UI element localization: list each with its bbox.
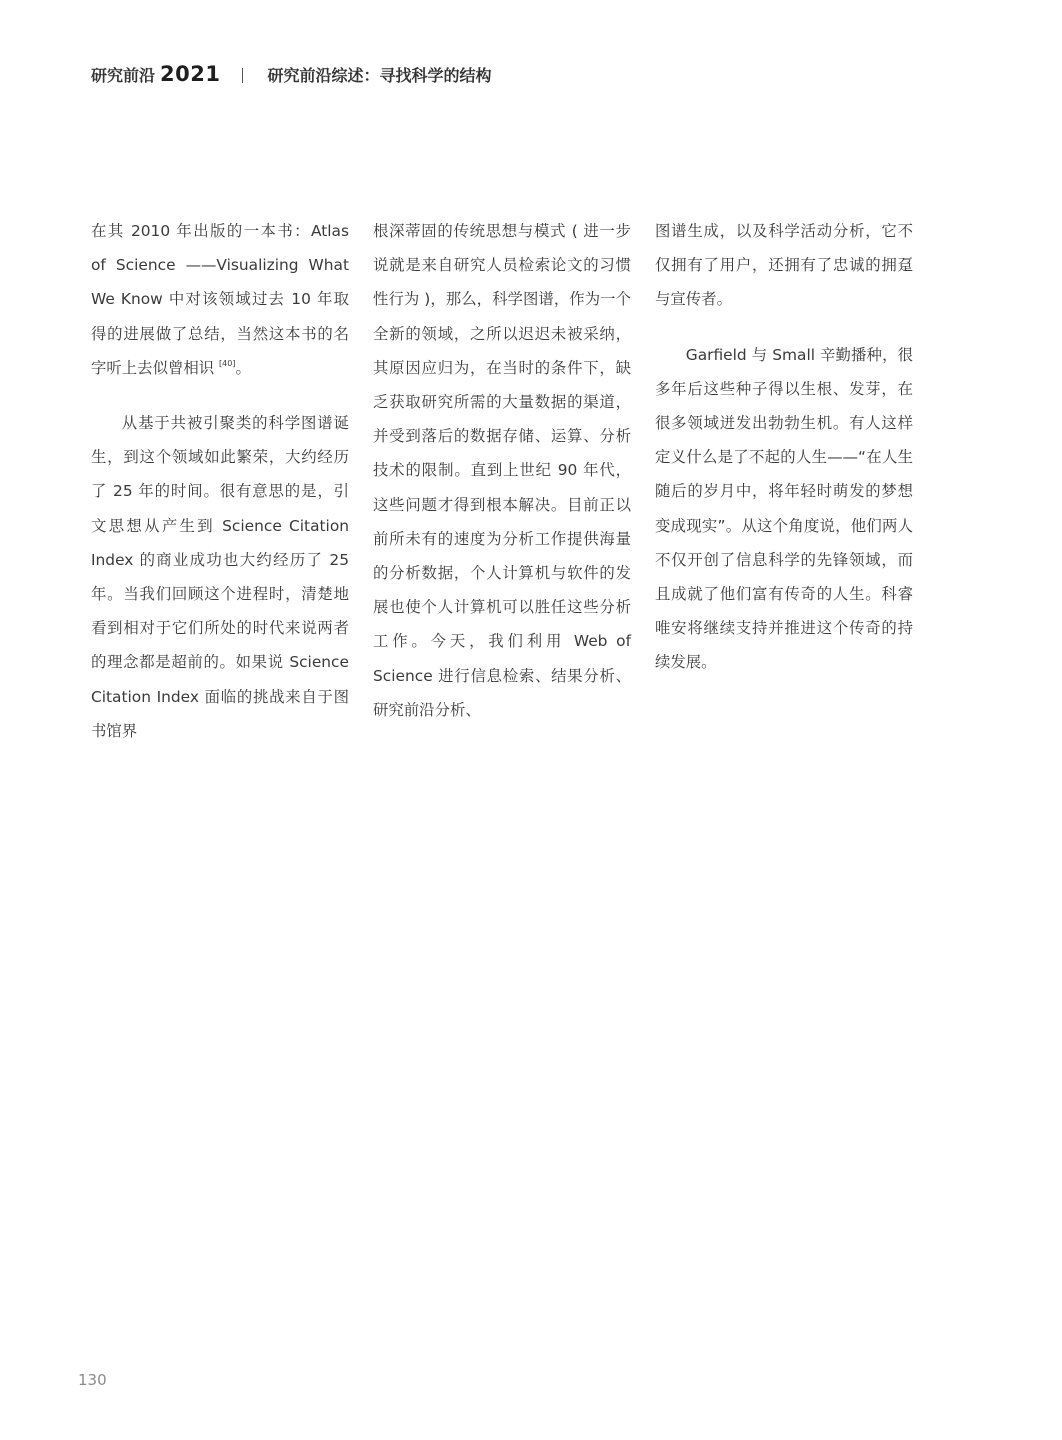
running-header xyxy=(91,62,491,92)
publication-title: 研究前沿 xyxy=(91,66,156,85)
page-number: 130 xyxy=(78,1371,107,1389)
paragraph: 图谱生成，以及科学活动分析，它不仅拥有了用户，还拥有了忠诚的拥趸与宣传者。 xyxy=(655,222,913,309)
paragraph: Garfield 与 Small 辛勤播种，很多年后这些种子得以生根、发芽，在很多领域迸发出勃勃生机。有人这样定义什么是了不起的人生——“在人生随后的岁月中，将年轻时萌发的梦想变成现实”。从这个角度说，他们两人不仅开创了信息科学的先锋领域，而且成就了他们富有传奇的人生。科睿唯安将继续支持并推进这个传奇的持续发展。 xyxy=(655,345,913,672)
publication-year: 2021 xyxy=(160,62,221,86)
paragraph: 从基于共被引聚类的科学图谱诞生，到这个领域如此繁荣，大约经历了 25 年的时间。很有意思的是，引文思想从产生到 Science Citation Index 的商业成功也大约经历了 25 年。当我们回顾这个进程时，清楚地看到相对于它们所处的时代来说两者的理念都是超前的。如果说 Science Citation Index 面临的挑战来自于图书馆界 xyxy=(91,414,349,740)
header-divider xyxy=(242,68,243,83)
paragraph-text: 在其 2010 年出版的一本书：Atlas of Science ——Visualizing What We Know 中对该领域过去 10 年取得的进展做了总结，当然这本书的名字听上去似曾相识 xyxy=(91,222,349,377)
citation-reference: [40] xyxy=(219,358,236,368)
paragraph xyxy=(91,214,349,385)
text-column-2 xyxy=(373,214,631,727)
paragraph-end: 。 xyxy=(235,358,251,377)
text-column-1 xyxy=(91,214,349,748)
text-column-3 xyxy=(655,214,913,680)
paragraph: 根深蒂固的传统思想与模式 ( 进一步说就是来自研究人员检索论文的习惯性行为 )，那么，科学图谱，作为一个全新的领域，之所以迟迟未被采纳，其原因应归为，在当时的条件下，缺乏获取研究所需的大量数据的渠道，并受到落后的数据存储、运算、分析技术的限制。直到上世纪 90 年代，这些问题才得到根本解决。目前正以前所未有的速度为分析工作提供海量的分析数据，个人计算机与软件的发展也使个人计算机可以胜任这些分析工作。今天，我们利用 Web of Science 进行信息检索、结果分析、研究前沿分析、 xyxy=(373,222,631,719)
section-title: 研究前沿综述：寻找科学的结构 xyxy=(267,66,492,85)
